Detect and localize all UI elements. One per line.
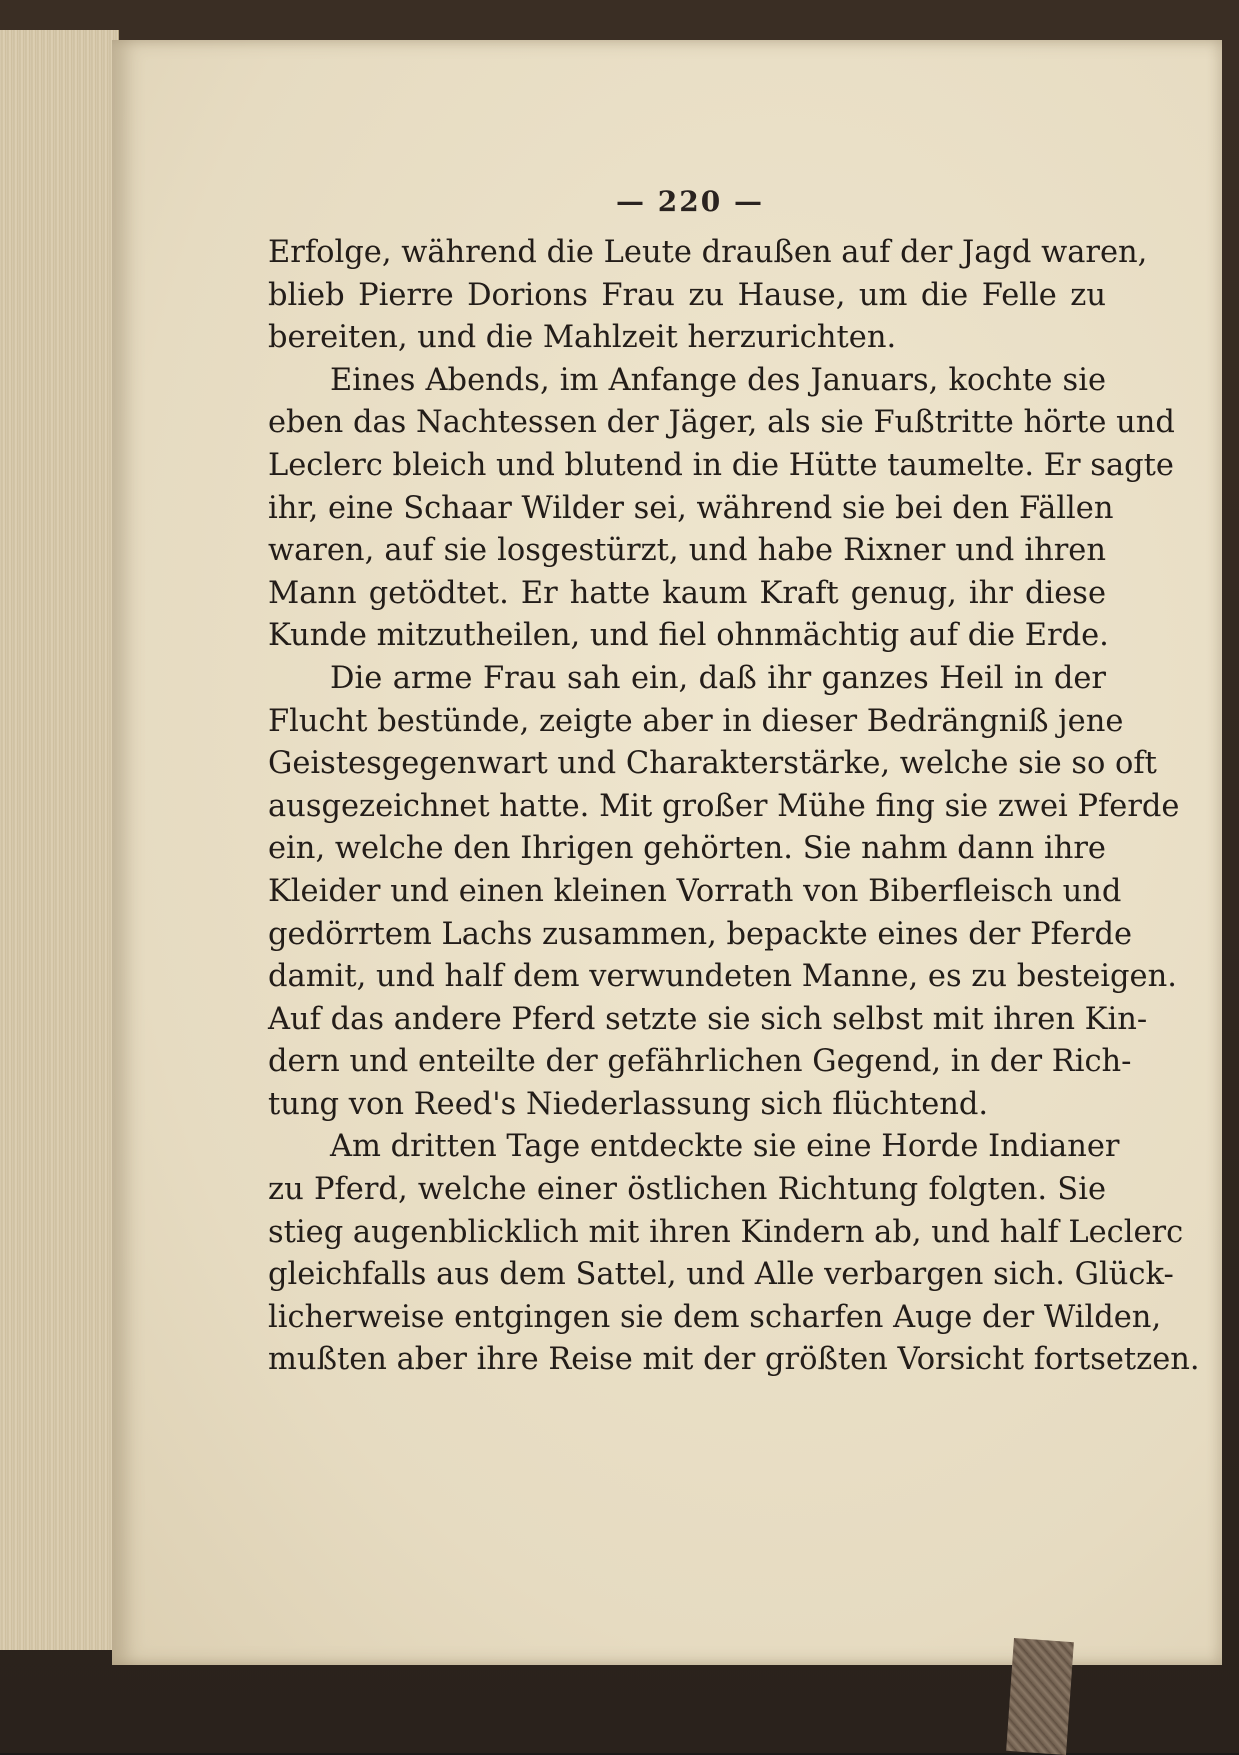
text-line: mußten aber ihre Reise mit der größten Vorsicht fortsetzen.: [268, 1342, 1200, 1378]
text-line: eben das Nachtessen der Jäger, als sie Fußtritte hörte und: [268, 405, 1175, 441]
text-line: Eines Abends, im Anfange des Januars, kochte sie: [330, 362, 1106, 398]
text-line: Flucht bestünde, zeigte aber in dieser Bedrängniß jene: [268, 703, 1124, 739]
text-line: ausgezeichnet hatte. Mit großer Mühe fing sie zwei Pferde: [268, 788, 1180, 824]
text-line: ihr, eine Schaar Wilder sei, während sie bei den Fällen: [268, 490, 1114, 526]
page-number: — 220 —: [616, 185, 764, 218]
text-line: bereiten, und die Mahlzeit herzurichten.: [268, 320, 897, 356]
text-line: licherweise entgingen sie dem scharfen Auge der Wilden,: [268, 1299, 1162, 1335]
body-text: [268, 232, 1200, 1382]
text-line: Geistesgegenwart und Charakterstärke, welche sie so oft: [268, 746, 1157, 782]
text-line: Am dritten Tage entdeckte sie eine Horde Indianer: [330, 1129, 1120, 1165]
bookmark-ribbon: [1006, 1638, 1074, 1755]
text-line: Erfolge, während die Leute draußen auf der Jagd waren,: [268, 235, 1148, 270]
text-line: Mann getödtet. Er hatte kaum Kraft genug, ihr diese: [268, 575, 1106, 611]
text-line: Kunde mitzutheilen, und fiel ohnmächtig auf die Erde.: [268, 618, 1109, 654]
text-line: ein, welche den Ihrigen gehörten. Sie nahm dann ihre: [268, 831, 1106, 867]
text-line: tung von Reed's Niederlassung sich flüchtend.: [268, 1086, 989, 1122]
text-line: Leclerc bleich und blutend in die Hütte taumelte. Er sagte: [268, 447, 1174, 483]
text-line: stieg augenblicklich mit ihren Kindern ab, und half Leclerc: [268, 1214, 1184, 1250]
text-line: Kleider und einen kleinen Vorrath von Biberfleisch und: [268, 873, 1122, 909]
text-line: gedörrtem Lachs zusammen, bepackte eines der Pferde: [268, 916, 1133, 952]
text-line: dern und enteilte der gefährlichen Gegend, in der Rich-: [268, 1044, 1132, 1080]
text-line: Die arme Frau sah ein, daß ihr ganzes Heil in der: [330, 660, 1106, 696]
text-line: waren, auf sie losgestürzt, und habe Rixner und ihren: [268, 533, 1106, 569]
text-line: gleichfalls aus dem Sattel, und Alle verbargen sich. Glück-: [268, 1257, 1174, 1293]
page-edges: [0, 30, 119, 1650]
text-line: damit, und half dem verwundeten Manne, es zu besteigen.: [268, 959, 1177, 995]
text-line: zu Pferd, welche einer östlichen Richtung folgten. Sie: [268, 1172, 1106, 1208]
text-line: blieb Pierre Dorions Frau zu Hause, um die Felle zu: [268, 277, 1106, 313]
text-line: Auf das andere Pferd setzte sie sich selbst mit ihren Kin-: [268, 1001, 1148, 1037]
